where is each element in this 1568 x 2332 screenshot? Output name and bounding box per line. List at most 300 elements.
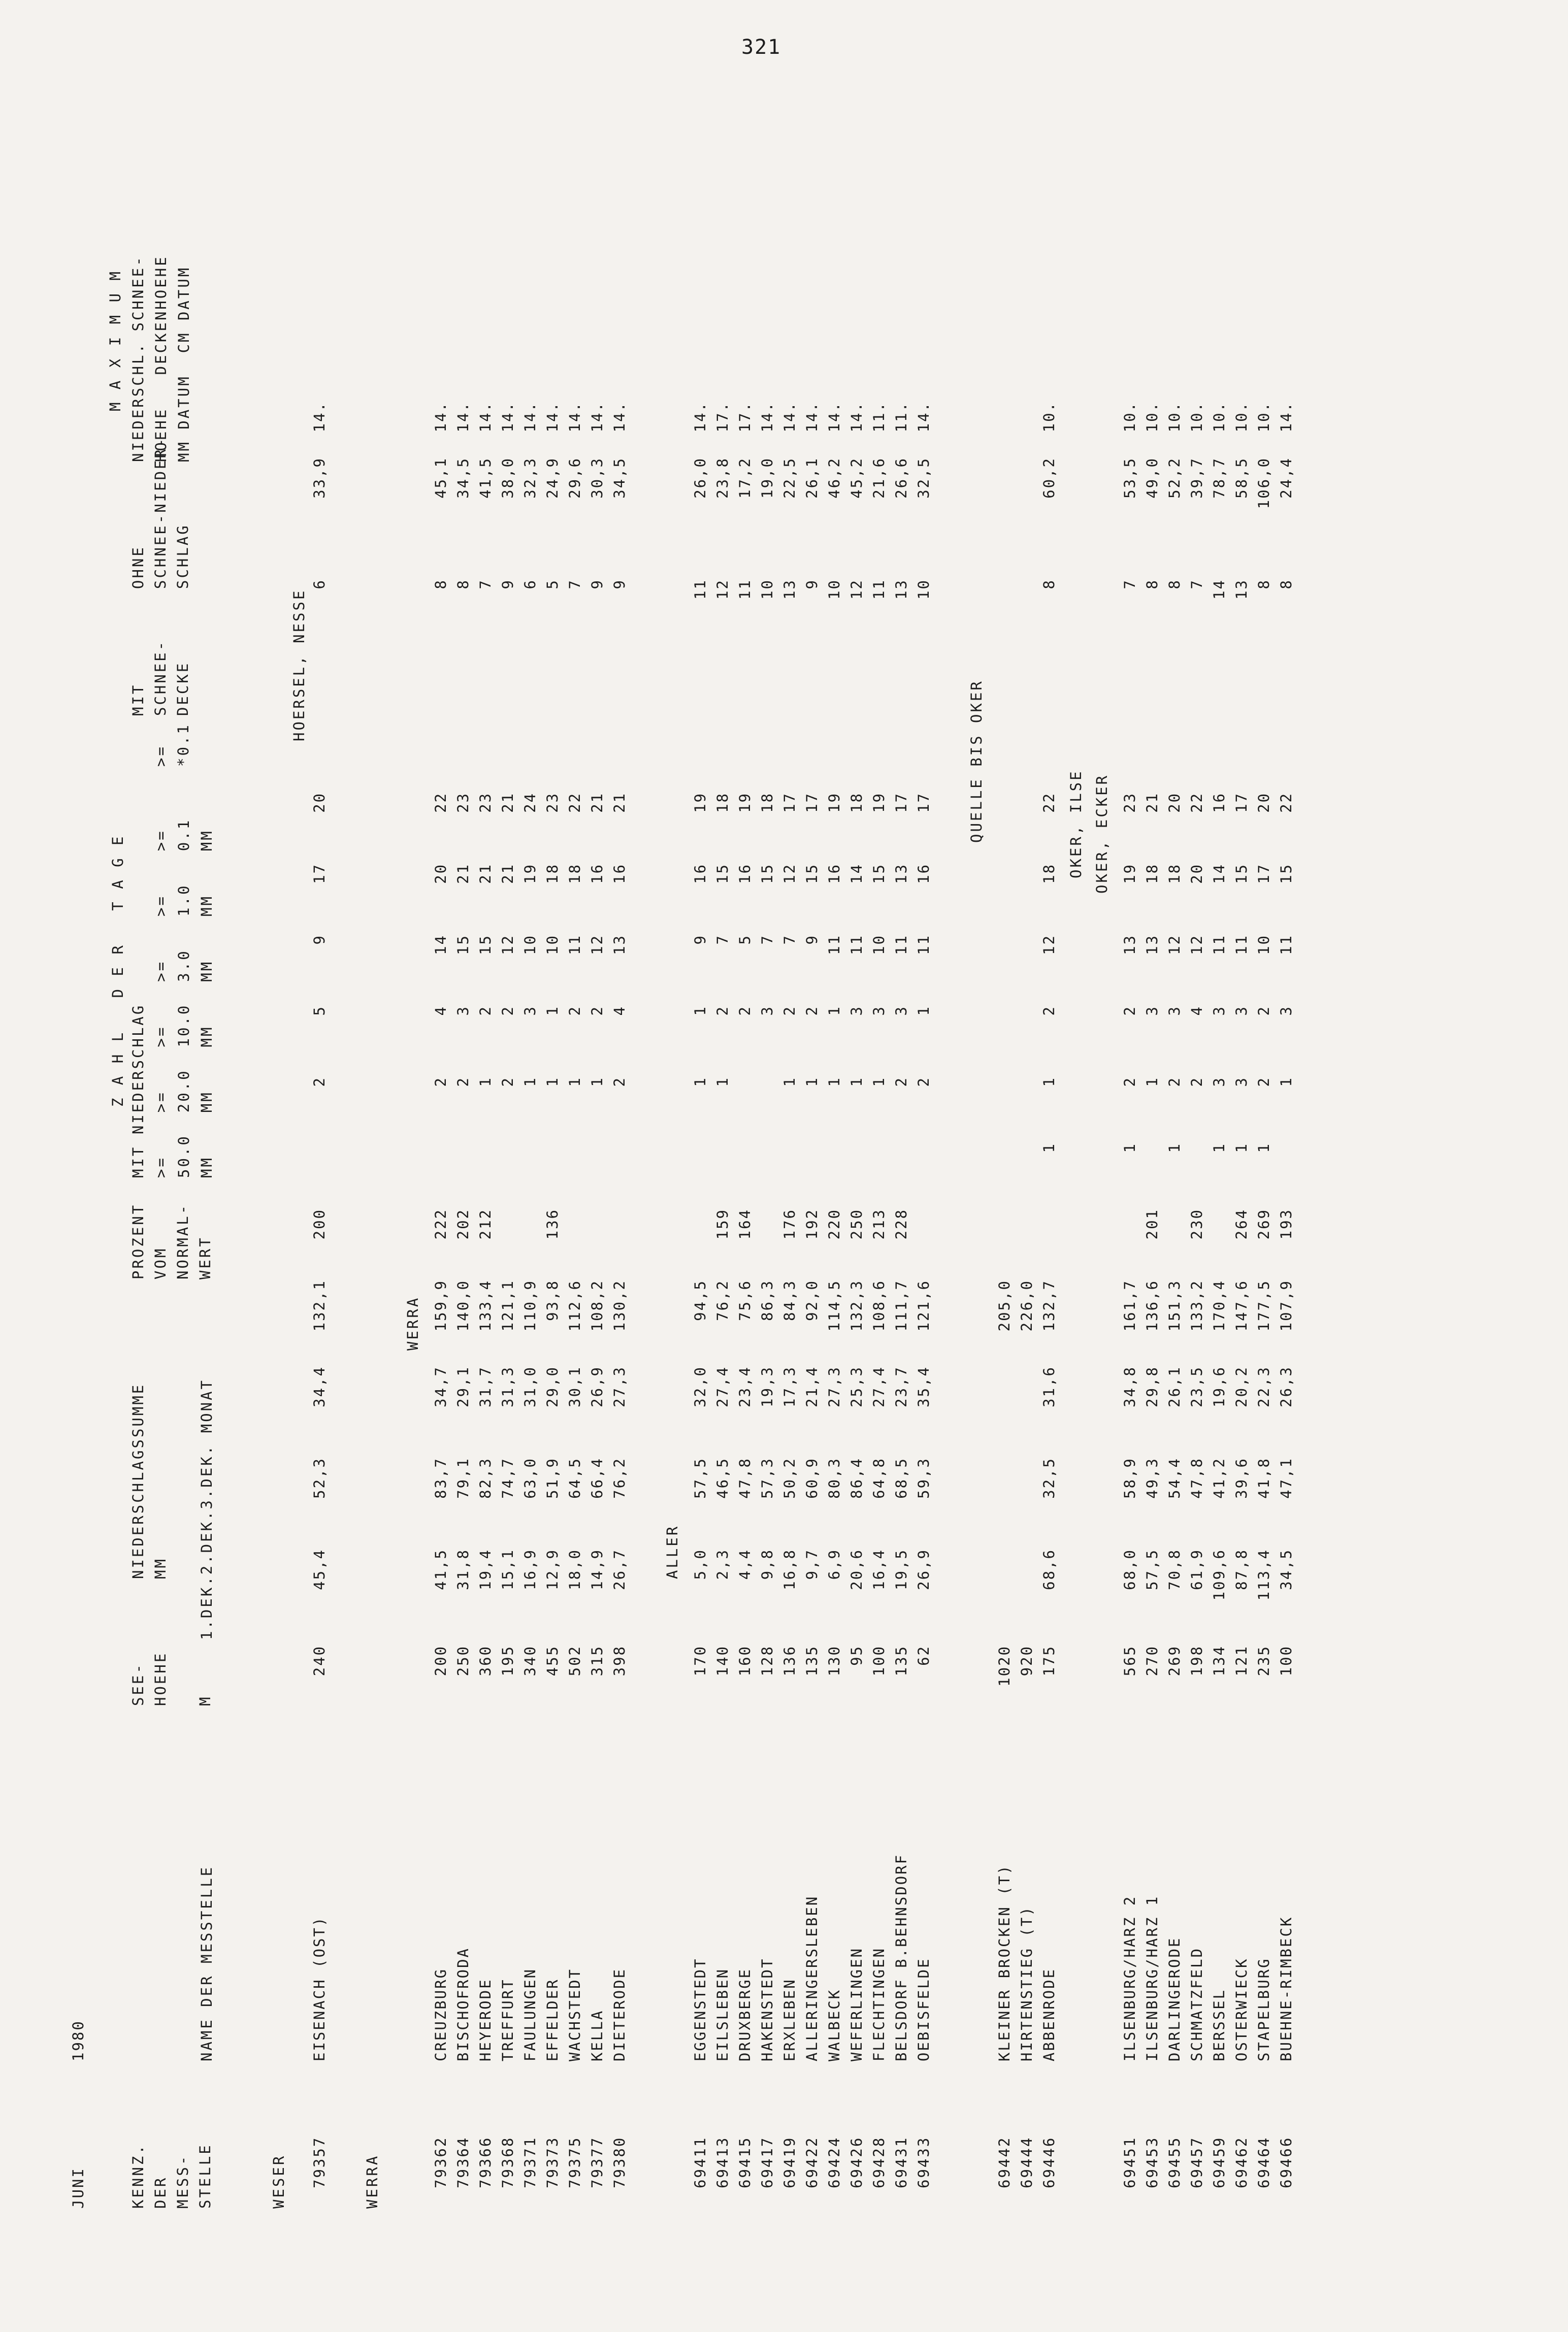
cell-oh: 10 (826, 579, 843, 600)
cell-d2: 68,5 (893, 1457, 910, 1499)
cell-pct: 212 (477, 1208, 494, 1240)
cell-md: 10. (1121, 401, 1138, 433)
cell-d1: 26,7 (611, 1549, 628, 1590)
cell-mon: 133,2 (1188, 1279, 1205, 1332)
cell-d1: 31,8 (454, 1549, 472, 1590)
cell-d3: 20,2 (1233, 1366, 1250, 1407)
cell-mon: 140,0 (454, 1279, 472, 1332)
cell-oh: 6 (521, 579, 539, 589)
cell-md: 14. (499, 401, 516, 433)
cell-t10: 2 (736, 1005, 754, 1016)
cell-t3: 9 (803, 934, 821, 945)
cell-t10: 2 (714, 1005, 731, 1016)
rotated-table (51, 81, 1498, 2214)
cell-oh: 8 (432, 579, 449, 589)
cell-d3: 19,3 (759, 1366, 776, 1407)
cell-name: EISENACH (OST) (311, 1916, 328, 2061)
cell-d1: 68,6 (1040, 1549, 1058, 1590)
cell-id: 69422 (803, 2136, 821, 2188)
cell-d3: 31,6 (1040, 1366, 1058, 1407)
cell-d2: 49,3 (1144, 1457, 1161, 1499)
cell-t10: 2 (566, 1005, 583, 1016)
cell-mx: 46,2 (826, 457, 843, 499)
cell-d2: 39,6 (1233, 1457, 1250, 1499)
cell-d3: 29,1 (454, 1366, 472, 1407)
cell-t1: 18 (1144, 863, 1161, 884)
cell-see: 920 (1018, 1645, 1035, 1677)
cell-t10: 1 (544, 1005, 561, 1016)
cell-id: 79377 (589, 2136, 606, 2188)
cell-t3: 15 (477, 934, 494, 955)
cell-mon: 177,5 (1255, 1279, 1272, 1332)
cell-t01: 19 (826, 792, 843, 813)
cell-see: 340 (521, 1645, 539, 1677)
cell-t01: 17 (893, 792, 910, 813)
cell-mx: 33,9 (311, 457, 328, 499)
cell-d3: 27,4 (714, 1366, 731, 1407)
cell-pct: 136 (544, 1208, 561, 1240)
cell-t1: 20 (1188, 863, 1205, 884)
cell-md: 14. (521, 401, 539, 433)
cell-d2: 51,9 (544, 1457, 561, 1499)
cell-id: 69446 (1040, 2136, 1058, 2188)
cell-md: 14. (848, 401, 865, 433)
cell-d3: 27,3 (611, 1366, 628, 1407)
cell-oh: 8 (1278, 579, 1295, 589)
cell-md: 14. (311, 401, 328, 433)
cell-t3: 11 (1233, 934, 1250, 955)
cell-t10: 2 (803, 1005, 821, 1016)
cell-t50: 1 (1166, 1142, 1183, 1153)
cell-d3: 35,4 (915, 1366, 932, 1407)
cell-mx: 60,2 (1040, 457, 1058, 499)
cell-d3: 29,8 (1144, 1366, 1161, 1407)
cell-d2: 60,9 (803, 1457, 821, 1499)
cell-pct: 200 (311, 1208, 328, 1240)
cell-t1: 20 (432, 863, 449, 884)
cell-name: DIETERODE (611, 1967, 628, 2061)
cell-d3: 23,7 (893, 1366, 910, 1407)
cell-md: 14. (589, 401, 606, 433)
cell-t10: 3 (1144, 1005, 1161, 1016)
cell-t01: 18 (848, 792, 865, 813)
cell-oh: 14 (1211, 579, 1228, 600)
cell-t3: 13 (1121, 934, 1138, 955)
cell-mon: 132,1 (311, 1279, 328, 1332)
cell-name: HIRTENSTIEG (T) (1018, 1906, 1035, 2061)
cell-t10: 2 (477, 1005, 494, 1016)
cell-oh: 9 (803, 579, 821, 589)
cell-d3: 31,7 (477, 1366, 494, 1407)
page-number: 321 (741, 36, 781, 59)
cell-t20: 2 (1188, 1076, 1205, 1087)
cell-t1: 21 (499, 863, 516, 884)
cell-d2: 63,0 (521, 1457, 539, 1499)
cell-mon: 75,6 (736, 1279, 754, 1321)
cell-d1: 113,4 (1255, 1549, 1272, 1601)
cell-see: 502 (566, 1645, 583, 1677)
cell-id: 69413 (714, 2136, 731, 2188)
cell-mx: 21,6 (870, 457, 888, 499)
cell-d1: 16,9 (521, 1549, 539, 1590)
cell-t10: 1 (915, 1005, 932, 1016)
cell-d1: 61,9 (1188, 1549, 1205, 1590)
cell-md: 14. (692, 401, 709, 433)
cell-name: FAULUNGEN (521, 1967, 539, 2061)
cell-t10: 3 (1211, 1005, 1228, 1016)
cell-mon: 161,7 (1121, 1279, 1138, 1332)
cell-t10: 3 (848, 1005, 865, 1016)
cell-t20: 1 (714, 1076, 731, 1087)
cell-mx: 19,0 (759, 457, 776, 499)
cell-pct: 176 (781, 1208, 798, 1240)
cell-mon: 112,6 (566, 1279, 583, 1332)
cell-t3: 11 (915, 934, 932, 955)
cell-t01: 17 (915, 792, 932, 813)
cell-id: 69419 (781, 2136, 798, 2188)
cell-t20: 2 (1121, 1076, 1138, 1087)
cell-name: HEYERODE (477, 1978, 494, 2061)
cell-id: 69417 (759, 2136, 776, 2188)
cell-t10: 3 (1233, 1005, 1250, 1016)
section-label: WESER (270, 2154, 287, 2209)
cell-id: 69428 (870, 2136, 888, 2188)
cell-mx: 45,1 (432, 457, 449, 499)
cell-name: TREFFURT (499, 1978, 516, 2061)
cell-d1: 2,3 (714, 1549, 731, 1580)
cell-oh: 9 (589, 579, 606, 589)
cell-see: 62 (915, 1645, 932, 1666)
cell-mx: 17,2 (736, 457, 754, 499)
cell-mon: 94,5 (692, 1279, 709, 1321)
cell-see: 136 (781, 1645, 798, 1677)
cell-t50: 1 (1255, 1142, 1272, 1153)
cell-t20: 1 (521, 1076, 539, 1087)
month-label: JUNI (70, 2167, 87, 2209)
cell-mon: 110,9 (521, 1279, 539, 1332)
cell-oh: 8 (1040, 579, 1058, 589)
cell-t20: 1 (848, 1076, 865, 1087)
cell-t10: 2 (1040, 1005, 1058, 1016)
cell-see: 100 (870, 1645, 888, 1677)
cell-t1: 13 (893, 863, 910, 884)
cell-mon: 107,9 (1278, 1279, 1295, 1332)
cell-t50: 1 (1211, 1142, 1228, 1153)
cell-pct: 220 (826, 1208, 843, 1240)
cell-d3: 31,3 (499, 1366, 516, 1407)
cell-md: 10. (1188, 401, 1205, 433)
cell-mon: 133,4 (477, 1279, 494, 1332)
cell-id: 69453 (1144, 2136, 1161, 2188)
cell-name: EGGENSTEDT (692, 1957, 709, 2061)
cell-see: 360 (477, 1645, 494, 1677)
cell-oh: 7 (566, 579, 583, 589)
cell-t01: 20 (311, 792, 328, 813)
cell-t1: 16 (826, 863, 843, 884)
cell-oh: 12 (848, 579, 865, 600)
cell-d1: 9,7 (803, 1549, 821, 1580)
cell-t20: 1 (1278, 1076, 1295, 1087)
cell-see: 130 (826, 1645, 843, 1677)
cell-d2: 83,7 (432, 1457, 449, 1499)
cell-d2: 64,8 (870, 1457, 888, 1499)
cell-oh: 8 (454, 579, 472, 589)
cell-d2: 47,8 (736, 1457, 754, 1499)
cell-oh: 6 (311, 579, 328, 589)
cell-pct: 250 (848, 1208, 865, 1240)
cell-d1: 57,5 (1144, 1549, 1161, 1590)
cell-name: BISCHOFRODA (454, 1947, 472, 2061)
cell-id: 69444 (1018, 2136, 1035, 2188)
cell-d1: 41,5 (432, 1549, 449, 1590)
cell-pct: 228 (893, 1208, 910, 1240)
cell-d2: 47,1 (1278, 1457, 1295, 1499)
cell-oh: 10 (915, 579, 932, 600)
cell-t01: 23 (454, 792, 472, 813)
cell-md: 11. (870, 401, 888, 433)
cell-d2: 52,3 (311, 1457, 328, 1499)
cell-t3: 10 (544, 934, 561, 955)
cell-d1: 34,5 (1278, 1549, 1295, 1590)
cell-see: 95 (848, 1645, 865, 1666)
cell-d1: 26,9 (915, 1549, 932, 1590)
cell-md: 14. (1278, 401, 1295, 433)
cell-d3: 32,0 (692, 1366, 709, 1407)
cell-t10: 4 (1188, 1005, 1205, 1016)
cell-t1: 15 (1278, 863, 1295, 884)
cell-t01: 23 (477, 792, 494, 813)
cell-t3: 15 (454, 934, 472, 955)
cell-oh: 12 (714, 579, 731, 600)
cell-d2: 41,2 (1211, 1457, 1228, 1499)
cell-t10: 3 (870, 1005, 888, 1016)
cell-id: 79375 (566, 2136, 583, 2188)
cell-t1: 18 (1166, 863, 1183, 884)
cell-t20: 2 (311, 1076, 328, 1087)
cell-mon: 111,7 (893, 1279, 910, 1332)
cell-see: 398 (611, 1645, 628, 1677)
cell-see: 565 (1121, 1645, 1138, 1677)
cell-t20: 2 (499, 1076, 516, 1087)
header-threshold-values: 50.0 20.0 10.0 3.0 1.0 0.1 (175, 818, 192, 1178)
cell-t01: 22 (1188, 792, 1205, 813)
header-dek: 1.DEK.2.DEK.3.DEK. MONAT (198, 1378, 215, 1640)
cell-see: 100 (1278, 1645, 1295, 1677)
cell-mon: 132,3 (848, 1279, 865, 1332)
cell-mx: 29,6 (566, 457, 583, 499)
header-prozent: PROZENT VOM NORMAL- WERT (129, 1203, 214, 1279)
cell-t20: 1 (826, 1076, 843, 1087)
cell-t1: 16 (692, 863, 709, 884)
cell-d2: 57,5 (692, 1457, 709, 1499)
cell-see: 455 (544, 1645, 561, 1677)
cell-t10: 3 (454, 1005, 472, 1016)
cell-t20: 1 (692, 1076, 709, 1087)
cell-t10: 3 (893, 1005, 910, 1016)
cell-oh: 13 (1233, 579, 1250, 600)
cell-mx: 38,0 (499, 457, 516, 499)
cell-t1: 15 (803, 863, 821, 884)
cell-see: 195 (499, 1645, 516, 1677)
cell-t3: 11 (893, 934, 910, 955)
cell-t50: 1 (1233, 1142, 1250, 1153)
cell-mx: 34,5 (611, 457, 628, 499)
cell-name: ERXLEBEN (781, 1978, 798, 2061)
cell-mon: 108,6 (870, 1279, 888, 1332)
river-heading: WERRA (404, 1296, 421, 1351)
cell-pct: 230 (1188, 1208, 1205, 1240)
cell-oh: 8 (1144, 579, 1161, 589)
cell-md: 14. (432, 401, 449, 433)
cell-t1: 18 (544, 863, 561, 884)
cell-t1: 14 (1211, 863, 1228, 884)
cell-d3: 31,0 (521, 1366, 539, 1407)
cell-see: 121 (1233, 1645, 1250, 1677)
cell-t1: 21 (454, 863, 472, 884)
cell-t10: 3 (521, 1005, 539, 1016)
cell-id: 79366 (477, 2136, 494, 2188)
cell-d1: 15,1 (499, 1549, 516, 1590)
cell-t01: 23 (544, 792, 561, 813)
cell-mx: 24,9 (544, 457, 561, 499)
cell-mx: 45,2 (848, 457, 865, 499)
cell-d2: 64,5 (566, 1457, 583, 1499)
cell-oh: 8 (1166, 579, 1183, 589)
cell-name: WACHSTEDT (566, 1967, 583, 2061)
cell-t20: 3 (1233, 1076, 1250, 1087)
cell-mx: 26,6 (893, 457, 910, 499)
cell-mon: 226,0 (1018, 1279, 1035, 1332)
cell-see: 134 (1211, 1645, 1228, 1677)
cell-d1: 9,8 (759, 1549, 776, 1580)
cell-md: 17. (714, 401, 731, 433)
cell-name: HAKENSTEDT (759, 1957, 776, 2061)
cell-d2: 59,3 (915, 1457, 932, 1499)
cell-t20: 2 (611, 1076, 628, 1087)
cell-name: DRUXBERGE (736, 1967, 754, 2061)
cell-t01: 18 (759, 792, 776, 813)
cell-t10: 2 (589, 1005, 606, 1016)
cell-oh: 11 (736, 579, 754, 600)
cell-t20: 1 (870, 1076, 888, 1087)
cell-t1: 17 (1255, 863, 1272, 884)
cell-see: 240 (311, 1645, 328, 1677)
cell-mx: 26,1 (803, 457, 821, 499)
cell-id: 79364 (454, 2136, 472, 2188)
cell-name: EFFELDER (544, 1978, 561, 2061)
cell-t10: 4 (611, 1005, 628, 1016)
cell-d3: 17,3 (781, 1366, 798, 1407)
cell-t3: 10 (1255, 934, 1272, 955)
cell-d1: 45,4 (311, 1549, 328, 1590)
cell-mon: 84,3 (781, 1279, 798, 1321)
cell-md: 14. (826, 401, 843, 433)
cell-oh: 13 (781, 579, 798, 600)
cell-d1: 5,0 (692, 1549, 709, 1580)
cell-t3: 7 (759, 934, 776, 945)
cell-mon: 108,2 (589, 1279, 606, 1332)
cell-d1: 4,4 (736, 1549, 754, 1580)
cell-t3: 13 (1144, 934, 1161, 955)
cell-d1: 18,0 (566, 1549, 583, 1590)
cell-d3: 26,3 (1278, 1366, 1295, 1407)
cell-t3: 12 (589, 934, 606, 955)
cell-t1: 19 (521, 863, 539, 884)
cell-mx: 24,4 (1278, 457, 1295, 499)
cell-t20: 2 (915, 1076, 932, 1087)
cell-t01: 16 (1211, 792, 1228, 813)
cell-oh: 9 (611, 579, 628, 589)
cell-t20: 2 (454, 1076, 472, 1087)
cell-pct: 192 (803, 1208, 821, 1240)
cell-mon: 151,3 (1166, 1279, 1183, 1332)
cell-t10: 2 (1121, 1005, 1138, 1016)
cell-oh: 11 (692, 579, 709, 600)
cell-d2: 58,9 (1121, 1457, 1138, 1499)
cell-d2: 54,4 (1166, 1457, 1183, 1499)
cell-id: 69462 (1233, 2136, 1250, 2188)
cell-name: CREUZBURG (432, 1967, 449, 2061)
cell-pct: 213 (870, 1208, 888, 1240)
header-max-sub3: MM DATUM CM DATUM (175, 266, 192, 462)
cell-t20: 2 (893, 1076, 910, 1087)
cell-t3: 9 (692, 934, 709, 945)
cell-mx: 78,7 (1211, 457, 1228, 499)
cell-mx: 23,8 (714, 457, 731, 499)
cell-d3: 19,6 (1211, 1366, 1228, 1407)
cell-d3: 29,0 (544, 1366, 561, 1407)
cell-mon: 159,9 (432, 1279, 449, 1332)
cell-t3: 12 (1166, 934, 1183, 955)
cell-t01: 20 (1166, 792, 1183, 813)
cell-id: 79368 (499, 2136, 516, 2188)
cell-t3: 7 (714, 934, 731, 945)
cell-t1: 16 (736, 863, 754, 884)
cell-see: 198 (1188, 1645, 1205, 1677)
cell-see: 270 (1144, 1645, 1161, 1677)
cell-md: 10. (1040, 401, 1058, 433)
cell-t10: 5 (311, 1005, 328, 1016)
cell-t3: 5 (736, 934, 754, 945)
cell-see: 235 (1255, 1645, 1272, 1677)
cell-oh: 10 (759, 579, 776, 600)
cell-d1: 70,8 (1166, 1549, 1183, 1590)
cell-name: BELSDORF B.BEHNSDORF (893, 1853, 910, 2061)
cell-mon: 93,8 (544, 1279, 561, 1321)
header-ohne: OHNE SCHNEE-NIEDER- SCHLAG (129, 436, 191, 589)
cell-oh: 7 (477, 579, 494, 589)
cell-t01: 17 (803, 792, 821, 813)
cell-see: 1020 (996, 1645, 1013, 1687)
cell-d3: 30,1 (566, 1366, 583, 1407)
section-label: WERRA (364, 2154, 381, 2209)
cell-t01: 19 (870, 792, 888, 813)
cell-id: 69415 (736, 2136, 754, 2188)
cell-name: WEFERLINGEN (848, 1947, 865, 2061)
cell-id: 69426 (848, 2136, 865, 2188)
cell-t1: 15 (759, 863, 776, 884)
cell-t1: 19 (1121, 863, 1138, 884)
cell-t3: 10 (521, 934, 539, 955)
cell-d2: 86,4 (848, 1457, 865, 1499)
cell-t1: 17 (311, 863, 328, 884)
cell-name: ABBENRODE (1040, 1967, 1058, 2061)
cell-d2: 47,8 (1188, 1457, 1205, 1499)
cell-d1: 14,9 (589, 1549, 606, 1590)
cell-see: 250 (454, 1645, 472, 1677)
cell-t20: 2 (1166, 1076, 1183, 1087)
cell-mx: 39,7 (1188, 457, 1205, 499)
